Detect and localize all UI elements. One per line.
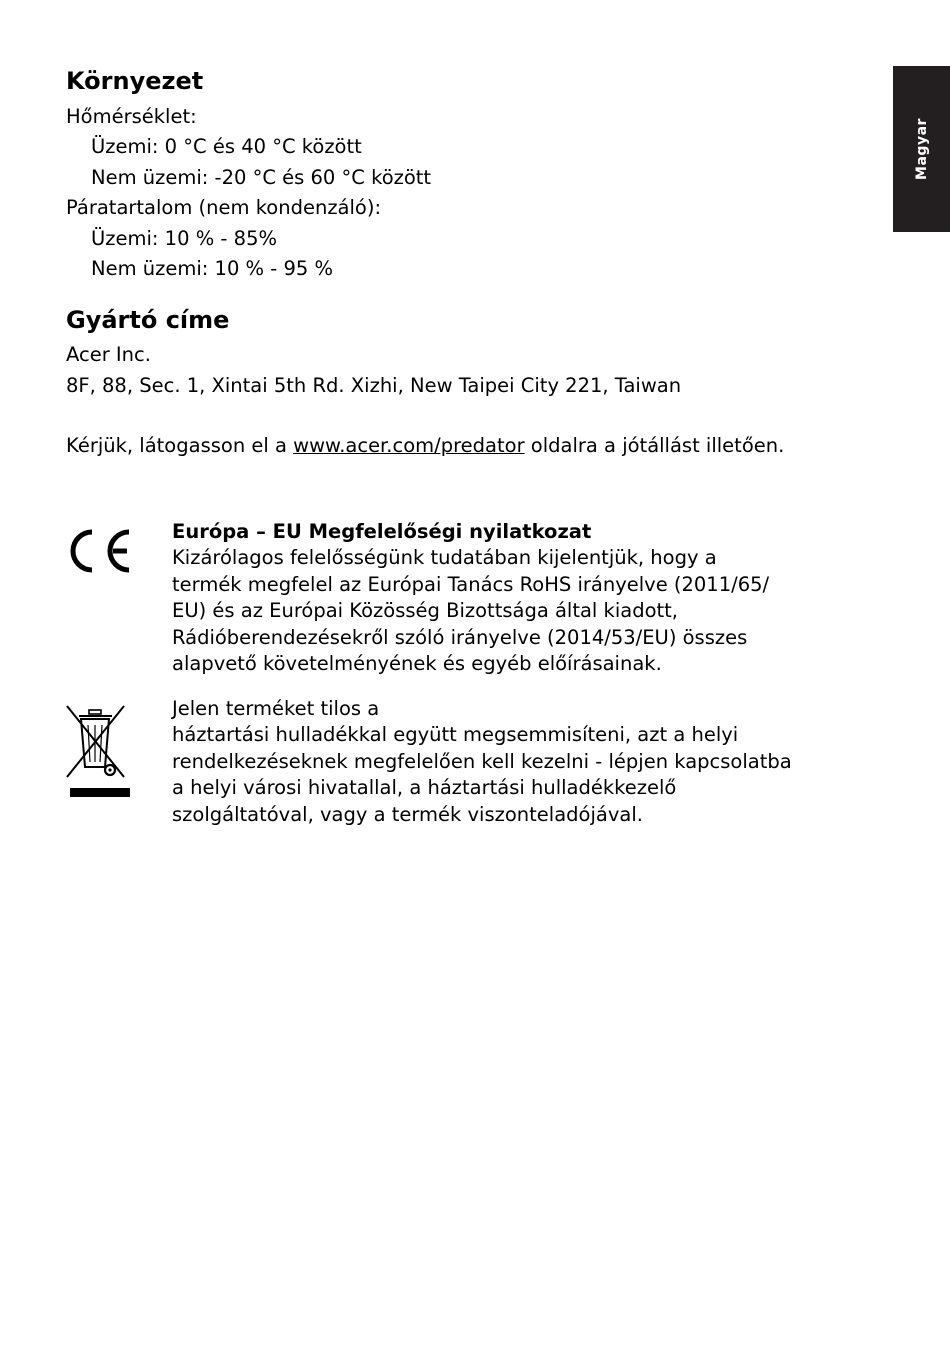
warranty-notice (66, 433, 784, 459)
weee-text-line: Jelen terméket tilos a (172, 697, 380, 720)
manufacturer-heading: Gyártó címe (66, 306, 230, 334)
weee-text-line: háztartási hulladékkal együtt megsemmisíteni, azt a helyi (172, 723, 739, 747)
ce-declaration (172, 519, 887, 677)
ce-title: Európa – EU Megfelelőségi nyilatkozat (172, 520, 592, 543)
humidity-label: Páratartalom (nem kondenzáló): (66, 196, 382, 219)
language-tab (893, 66, 950, 232)
ce-mark-icon (66, 527, 132, 575)
ce-text-line: Rádióberendezésekről szóló irányelve (2014/53/EU) összes (172, 625, 748, 649)
humidity-operating: Üzemi: 10 % - 85% (91, 227, 278, 250)
warranty-text-before: Kérjük, látogasson el a (66, 434, 294, 457)
weee-notice (172, 696, 887, 828)
ce-text-line: EU) és az Európai Közösség Bizottsága által kiadott, (172, 599, 679, 623)
manufacturer-address: 8F, 88, Sec. 1, Xintai 5th Rd. Xizhi, New Taipei City 221, Taiwan (66, 374, 682, 397)
warranty-link[interactable]: www.acer.com/predator (293, 434, 525, 457)
temperature-non-operating: Nem üzemi: -20 °C és 60 °C között (91, 166, 432, 189)
weee-text-line: szolgáltatóval, vagy a termék viszonteladójával. (172, 802, 643, 826)
temperature-label: Hőmérséklet: (66, 105, 197, 128)
language-tab-label: Magyar (913, 118, 930, 180)
environment-heading: Környezet (66, 67, 204, 95)
humidity-non-operating: Nem üzemi: 10 % - 95 % (91, 257, 334, 280)
temperature-operating: Üzemi: 0 °C és 40 °C között (91, 135, 362, 158)
warranty-text-after: oldalra a jótállást illetően. (524, 434, 785, 457)
weee-text-line: a helyi városi hivatallal, a háztartási hulladékkezelő (172, 776, 677, 800)
ce-text-line: Kizárólagos felelősségünk tudatában kijelentjük, hogy a (172, 546, 717, 570)
ce-text-line: termék megfelel az Európai Tanács RoHS irányelve (2011/65/ (172, 572, 770, 596)
manufacturer-company: Acer Inc. (66, 343, 151, 366)
weee-text-line: rendelkezéseknek megfelelően kell kezelni - lépjen kapcsolatba (172, 749, 792, 773)
crossed-bin-icon (66, 704, 132, 798)
ce-text-line: alapvető követelményének és egyéb előírásainak. (172, 652, 662, 676)
